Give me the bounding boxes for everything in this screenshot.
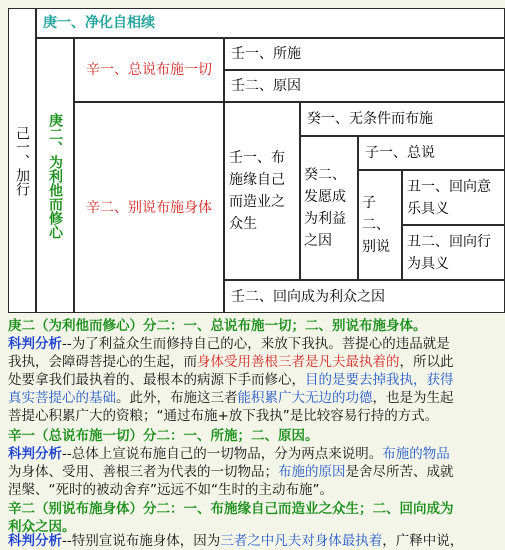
paragraph-2 <box>8 445 498 499</box>
b-bottom-label: 壬二、回向成为利众之因 <box>231 288 385 305</box>
p3-post: ，广释中说， <box>382 533 464 549</box>
p2-line1-pre: --总体上宣说布施自己的一切物品，分为两点来说明。 <box>62 446 383 462</box>
gui2-label: 癸二、发愿成为利益之因 <box>304 167 346 249</box>
b-mid-cell <box>224 102 300 280</box>
p1-line2-pre: 我执，会障碍菩提心的生起，而 <box>8 354 197 370</box>
paragraph-1 <box>8 335 498 425</box>
green-col-cell <box>36 38 74 313</box>
gui1-label: 癸一、无条件而布施 <box>307 111 433 127</box>
p3-label: 科判分析 <box>8 533 62 549</box>
b-bottom-cell <box>224 280 505 313</box>
heading-2 <box>8 427 498 445</box>
heading-3-text-b: 利众之因。 <box>8 519 76 535</box>
heading-3 <box>8 500 498 536</box>
branch-b-label: 辛二、别说布施身体 <box>86 199 212 216</box>
gui1-cell <box>300 102 505 136</box>
p1-label: 科判分析 <box>8 336 62 352</box>
p1-line4-post2: ，也是为生起 <box>372 390 454 406</box>
zi1-cell <box>358 136 505 170</box>
p1-line4-blue: 真实菩提心的基础 <box>8 390 116 406</box>
branch-b-cell <box>74 102 224 313</box>
p1-line3-blue: 目的是要去掉我执，获得 <box>305 372 454 388</box>
heading-3-text: 辛二（别说布施身体）分二：一、布施缘自己而造业之众生；二、回向成为 <box>8 501 454 517</box>
a2-cell <box>224 70 505 102</box>
p3-pre: --特别宣说布施身体，因为 <box>62 533 221 549</box>
a1-cell <box>224 38 505 70</box>
zi2-cell <box>358 170 402 280</box>
branch-a-cell <box>74 38 224 102</box>
chou2-label: 丑二、回向行为具义 <box>407 233 491 272</box>
p2-line2-blue: 布施的原因 <box>278 464 346 480</box>
top-header-label: 庚一、净化自相续 <box>43 15 155 31</box>
zi2-label: 子二、别说 <box>362 195 390 255</box>
b-mid-label: 壬一、布施缘自己而造业之众生 <box>229 150 285 232</box>
p2-line3: 涅槃、“死时的被动舍弃”远远不如“生时的主动布施”。 <box>8 482 333 498</box>
heading-2-text: 辛一（总说布施一切）分二：一、所施；二、原因。 <box>8 428 319 444</box>
p1-line4-blue2: 能积累广大无边的功德 <box>237 390 373 406</box>
p1-line2-post: ，所以此 <box>399 354 454 370</box>
p1-line3-pre: 处要拿我们最执着的、最根本的病源下手而修心， <box>8 372 305 388</box>
zi1-label: 子一、总说 <box>365 145 435 161</box>
p2-line2-post: 是舍尽所苦、成就 <box>345 464 454 480</box>
heading-1-text: 庚二（为利他而修心）分二：一、总说布施一切；二、别说布施身体。 <box>8 318 427 334</box>
heading-1 <box>8 317 498 335</box>
chou1-cell <box>402 170 505 225</box>
p2-label: 科判分析 <box>8 446 62 462</box>
a1-label: 壬一、所施 <box>231 46 301 62</box>
gui2-cell <box>300 136 358 280</box>
top-header-cell <box>36 8 505 38</box>
p1-line2-red: 身体受用善根三者是凡夫最执着的 <box>197 354 400 370</box>
p1-line4-post: 。此外，布施这三者 <box>116 390 238 406</box>
chou2-cell <box>402 225 505 280</box>
root-label: 己一、加行 <box>14 125 30 196</box>
p2-line2-pre: 为身体、受用、善根三者为代表的一切物品； <box>8 464 278 480</box>
root-cell <box>8 8 36 313</box>
a2-label: 壬二、原因 <box>231 78 301 94</box>
chou1-label: 丑一、回向意乐具义 <box>407 178 491 217</box>
p1-line5: 菩提心积累广大的资粮；“通过布施+放下我执”是比较容易行持的方式。 <box>8 408 439 424</box>
p2-line1-blue: 布施的物品 <box>382 446 450 462</box>
paragraph-3 <box>8 532 498 550</box>
p1-line1: --为了利益众生而修持自己的心，来放下我执。菩提心的违品就是 <box>62 336 450 352</box>
branch-a-label: 辛一、总说布施一切 <box>86 62 212 78</box>
p3-blue: 三者之中凡夫对身体最执着 <box>220 533 383 549</box>
green-col-label: 庚二、为利他而修心 <box>47 112 63 239</box>
